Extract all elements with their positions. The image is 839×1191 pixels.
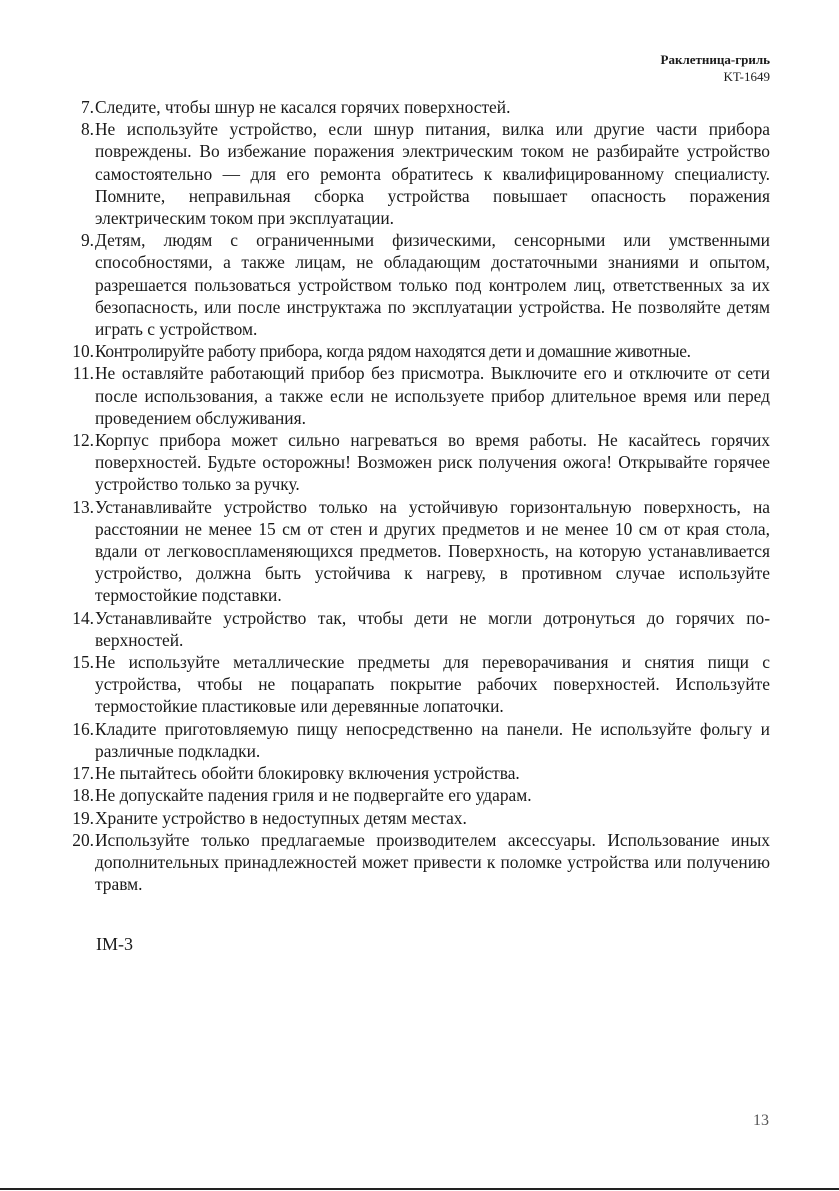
item-number: 18. xyxy=(72,785,94,806)
item-text: Детям, людям с ограниченными физическими, сенсорными или умственными способностями, а также лицам, не обладающим достаточными знаниями и опытом, разрешается пользоваться устройством только под контролем лиц, ответственных за их безопасность, или после инструктажа по эксплуатации устройства. Не позволяйте детям играть с устройством. xyxy=(95,230,770,340)
item-text: Не допускайте падения гриля и не подвергайте его ударам. xyxy=(95,785,532,806)
item-text: Кладите приготовляемую пищу непосредственно на панели. Не используйте фольгу и различные подкладки. xyxy=(95,718,770,761)
item-number: 15. xyxy=(72,652,94,673)
item-number: 14. xyxy=(72,607,94,628)
list-item xyxy=(62,807,770,829)
bottom-divider xyxy=(0,1188,839,1190)
list-item xyxy=(62,229,770,340)
page-number: 13 xyxy=(753,1112,769,1129)
list-item xyxy=(62,829,770,896)
list-item xyxy=(62,784,770,806)
safety-instructions-list xyxy=(62,96,770,895)
item-text: Устанавливайте устройство только на устойчивую горизонтальную поверхность, на расстоянии не менее 15 см от стен и других предметов и не менее 10 см от края стола, вдали от легковоспламеняющихся предметов. Поверхность, на которую устанавливается устройство, должна быть устойчива к нагреву, в противном случае используйте термостойкие подставки. xyxy=(95,496,770,606)
list-item xyxy=(62,762,770,784)
list-item xyxy=(62,651,770,718)
item-text: Устанавливайте устройство так, чтобы дети не могли дотронуться до горячих поверхностей. xyxy=(95,607,770,650)
list-item xyxy=(62,362,770,429)
list-item xyxy=(62,718,770,762)
item-text: Не используйте металлические предметы для переворачивания и снятия пищи с устройства, чтобы не поцарапать покрытие рабочих поверхностей. Используйте термостойкие пластиковые или деревянные лопаточки. xyxy=(95,652,770,717)
item-text: Следите, чтобы шнур не касался горячих поверхностей. xyxy=(95,97,511,117)
list-item xyxy=(62,340,770,362)
item-number: 8. xyxy=(80,119,94,140)
item-number: 12. xyxy=(72,430,94,451)
item-text: Корпус прибора может сильно нагреваться во время работы. Не касайтесь горячих поверхностей. Будьте осторожны! Возможен риск получения ожога! Открывайте горячее устройство только за ручку. xyxy=(95,430,770,495)
item-number: 13. xyxy=(72,496,94,517)
item-number: 20. xyxy=(72,829,94,850)
item-number: 16. xyxy=(72,718,94,739)
list-item xyxy=(62,496,770,607)
item-number: 19. xyxy=(72,807,94,828)
item-text: Используйте только предлагаемые производителем аксессуары. Использование иных дополнительных принадлежностей может привести к поломке устройства или получению травм. xyxy=(95,829,770,895)
item-number: 7. xyxy=(80,97,94,117)
item-number: 10. xyxy=(72,341,94,362)
document-header xyxy=(661,51,770,85)
product-model: KT-1649 xyxy=(723,69,770,84)
product-title: Раклетница-гриль xyxy=(660,52,770,67)
document-code: IM-3 xyxy=(96,934,133,954)
item-number: 17. xyxy=(72,763,94,784)
item-number: 9. xyxy=(80,230,94,251)
item-number: 11. xyxy=(72,363,94,384)
list-item xyxy=(62,96,770,118)
item-text: Не используйте устройство, если шнур питания, вилка или другие части прибора повреждены. Во избежание поражения электрическим током не разбирайте устройство самостоятельно — для его ремонта обратитесь к квалифицированному специалисту. Помните, неправильная сборка устройства повышает опасность поражения электрическим током при эксплуатации. xyxy=(95,119,770,229)
item-text: Не пытайтесь обойти блокировку включения устройства. xyxy=(95,763,520,784)
list-item xyxy=(62,607,770,651)
list-item xyxy=(62,429,770,496)
item-text: Контролируйте работу прибора, когда рядом находятся дети и домашние животные. xyxy=(95,341,691,362)
item-text: Не оставляйте работающий прибор без присмотра. Выключите его и отключите от сети после использования, а также если не используете прибор длительное время или перед проведением обслуживания. xyxy=(95,363,770,428)
item-text: Храните устройство в недоступных детям местах. xyxy=(95,807,467,828)
list-item xyxy=(62,118,770,229)
